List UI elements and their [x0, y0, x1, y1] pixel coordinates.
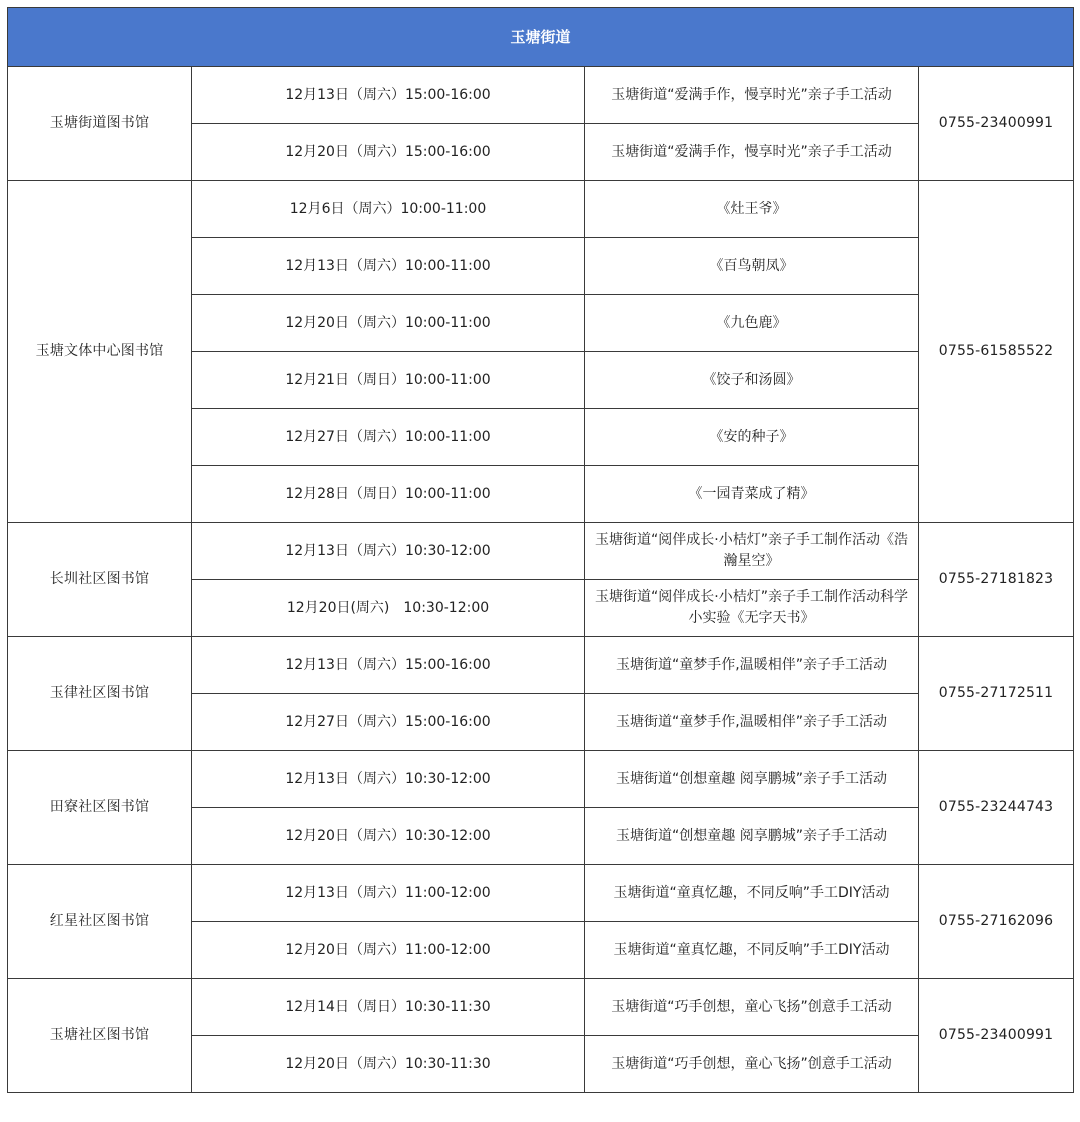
library-name: 长圳社区图书馆: [8, 523, 192, 637]
library-name: 红星社区图书馆: [8, 865, 192, 979]
event-time: 12月13日（周六）11:00-12:00: [192, 865, 585, 922]
library-phone: 0755-27172511: [919, 637, 1074, 751]
event-activity: 玉塘街道“巧手创想，童心飞扬”创意手工活动: [585, 979, 919, 1036]
library-name: 玉塘社区图书馆: [8, 979, 192, 1093]
table-row: [8, 751, 1074, 808]
event-time: 12月20日（周六）10:30-12:00: [192, 808, 585, 865]
event-time: 12月13日（周六）15:00-16:00: [192, 637, 585, 694]
event-activity: 《百鸟朝凤》: [585, 238, 919, 295]
event-activity: 玉塘街道“童梦手作,温暖相伴”亲子手工活动: [585, 694, 919, 751]
event-activity: 玉塘街道“爱满手作，慢享时光”亲子手工活动: [585, 67, 919, 124]
event-time: 12月20日（周六）10:00-11:00: [192, 295, 585, 352]
street-title: 玉塘街道: [8, 8, 1074, 67]
event-time: 12月13日（周六）15:00-16:00: [192, 67, 585, 124]
library-phone: 0755-27162096: [919, 865, 1074, 979]
library-name: 玉塘街道图书馆: [8, 67, 192, 181]
event-activity: 《一园青菜成了精》: [585, 466, 919, 523]
event-activity: 玉塘街道“创想童趣 阅享鹏城”亲子手工活动: [585, 751, 919, 808]
event-time: 12月13日（周六）10:00-11:00: [192, 238, 585, 295]
activity-schedule-table: [7, 7, 1074, 1093]
event-time: 12月27日（周六）15:00-16:00: [192, 694, 585, 751]
event-time: 12月6日（周六）10:00-11:00: [192, 181, 585, 238]
table-row: [8, 67, 1074, 124]
event-activity: 玉塘街道“阅伴成长·小桔灯”亲子手工制作活动科学小实验《无字天书》: [585, 580, 919, 637]
table-row: [8, 979, 1074, 1036]
event-activity: 玉塘街道“童真忆趣，不同反响”手工DIY活动: [585, 865, 919, 922]
event-activity: 《饺子和汤圆》: [585, 352, 919, 409]
table-row: [8, 523, 1074, 580]
library-name: 田寮社区图书馆: [8, 751, 192, 865]
library-phone: 0755-23400991: [919, 67, 1074, 181]
event-activity: 《安的种子》: [585, 409, 919, 466]
library-name: 玉律社区图书馆: [8, 637, 192, 751]
header-row: [8, 8, 1074, 67]
event-activity: 《九色鹿》: [585, 295, 919, 352]
event-activity: 玉塘街道“童真忆趣，不同反响”手工DIY活动: [585, 922, 919, 979]
event-activity: 玉塘街道“爱满手作，慢享时光”亲子手工活动: [585, 124, 919, 181]
library-phone: 0755-23400991: [919, 979, 1074, 1093]
event-time: 12月20日（周六）15:00-16:00: [192, 124, 585, 181]
event-time: 12月20日（周六）11:00-12:00: [192, 922, 585, 979]
library-phone: 0755-27181823: [919, 523, 1074, 637]
event-time: 12月13日（周六）10:30-12:00: [192, 751, 585, 808]
table-row: [8, 181, 1074, 238]
event-time: 12月28日（周日）10:00-11:00: [192, 466, 585, 523]
event-time: 12月21日（周日）10:00-11:00: [192, 352, 585, 409]
event-time: 12月27日（周六）10:00-11:00: [192, 409, 585, 466]
event-activity: 玉塘街道“童梦手作,温暖相伴”亲子手工活动: [585, 637, 919, 694]
event-activity: 玉塘街道“巧手创想，童心飞扬”创意手工活动: [585, 1036, 919, 1093]
table-row: [8, 637, 1074, 694]
library-name: 玉塘文体中心图书馆: [8, 181, 192, 523]
schedule-body: [8, 8, 1074, 1093]
event-time: 12月20日（周六）10:30-11:30: [192, 1036, 585, 1093]
event-time: 12月14日（周日）10:30-11:30: [192, 979, 585, 1036]
table-row: [8, 865, 1074, 922]
event-activity: 《灶王爷》: [585, 181, 919, 238]
event-time: 12月13日（周六）10:30-12:00: [192, 523, 585, 580]
library-phone: 0755-61585522: [919, 181, 1074, 523]
event-activity: 玉塘街道“阅伴成长·小桔灯”亲子手工制作活动《浩瀚星空》: [585, 523, 919, 580]
event-time: 12月20日(周六) 10:30-12:00: [192, 580, 585, 637]
event-activity: 玉塘街道“创想童趣 阅享鹏城”亲子手工活动: [585, 808, 919, 865]
library-phone: 0755-23244743: [919, 751, 1074, 865]
